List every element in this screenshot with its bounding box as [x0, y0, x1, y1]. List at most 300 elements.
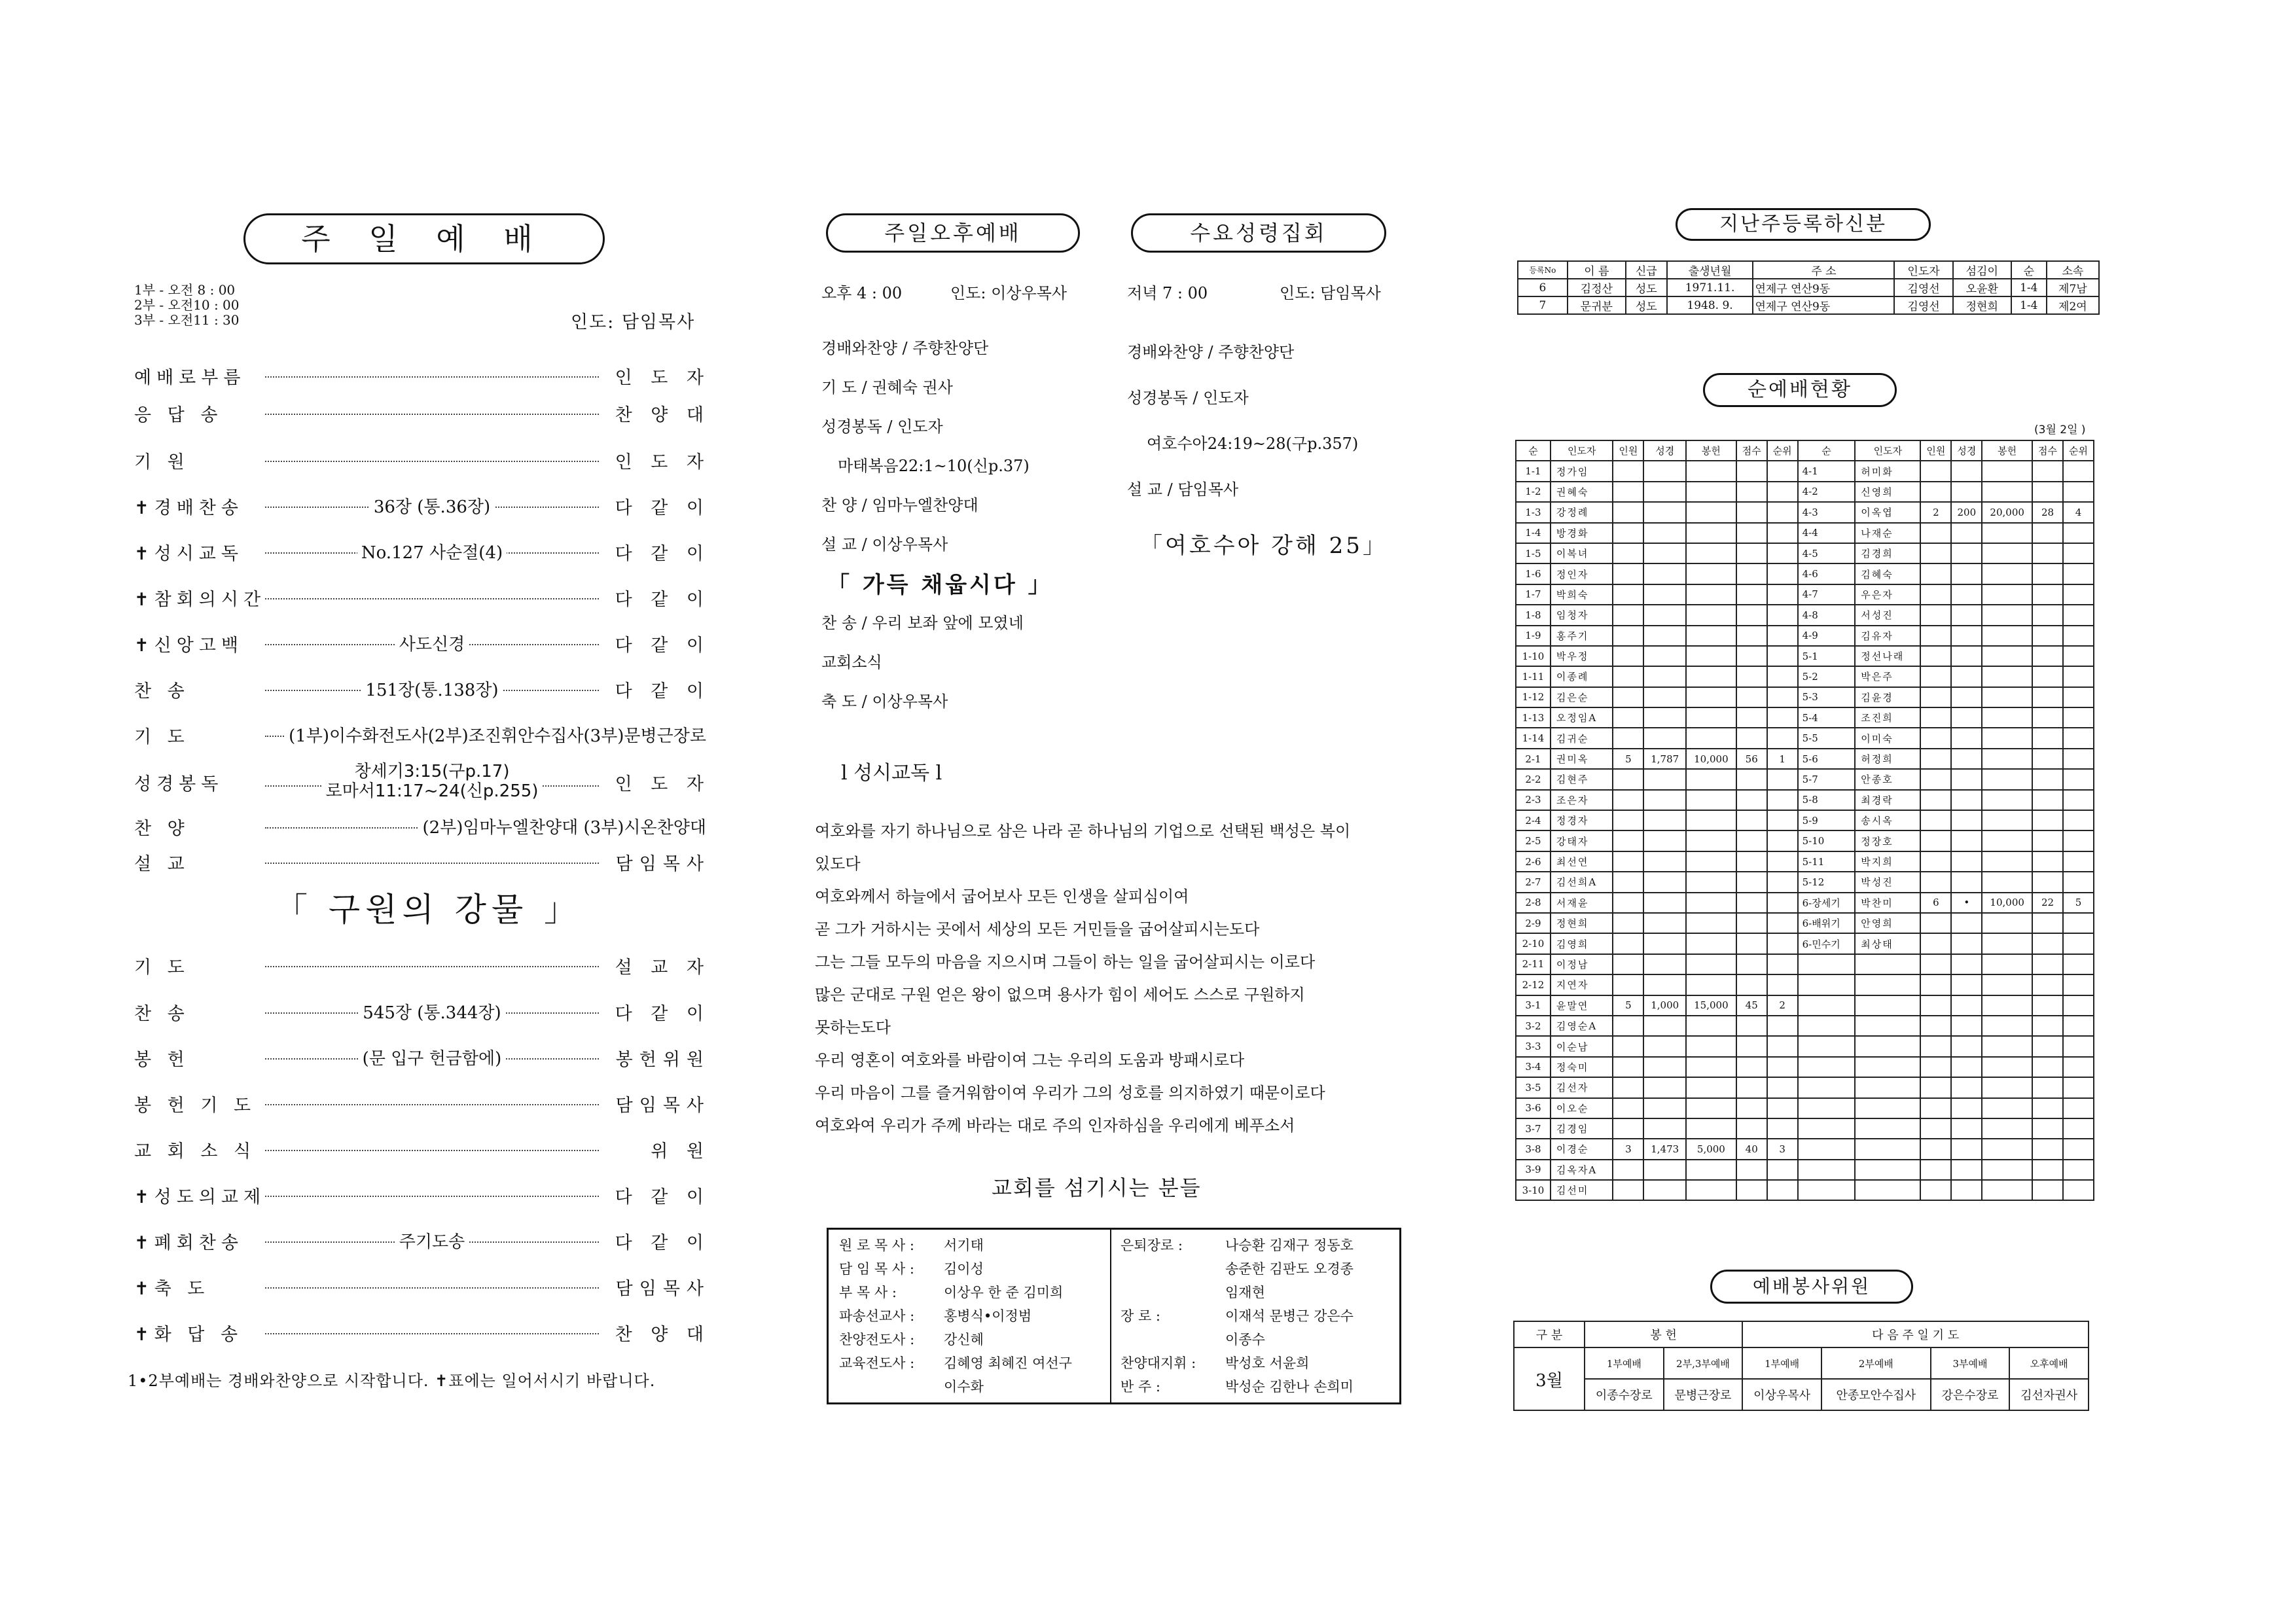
- cell: [2032, 523, 2063, 543]
- header-cell: 인도자: [1855, 440, 1920, 461]
- cell: 정현희: [1551, 913, 1613, 933]
- afternoon-line: 교회소식: [821, 653, 882, 671]
- table-row: [1516, 933, 2094, 954]
- cell: [1920, 666, 1951, 687]
- cell: [1643, 707, 1686, 728]
- cell: 2-8: [1516, 893, 1551, 913]
- staff-role: 교육전도사 :: [839, 1355, 915, 1371]
- cell: [1736, 605, 1767, 625]
- staff-role: 부 목 사 :: [839, 1285, 897, 1300]
- order-label: ✝화 답 송: [134, 1325, 243, 1345]
- staff-names: 김이성: [944, 1261, 984, 1277]
- cell: [1736, 872, 1767, 892]
- order-middle: 151장(통.138장): [265, 677, 599, 701]
- staff-role: 찬양대지휘 :: [1121, 1355, 1196, 1371]
- table-row: [1516, 584, 2094, 605]
- order-middle: (2부)임마누엘찬양대 (3부)시온찬양대: [265, 814, 710, 838]
- service-volunteers-title: 예배봉사위원: [1710, 1270, 1913, 1304]
- cell: 2-3: [1516, 790, 1551, 810]
- cell: [1855, 1057, 1920, 1077]
- cell: [2032, 563, 2063, 584]
- cell: [1855, 1139, 1920, 1159]
- table-row: [1516, 913, 2094, 933]
- cell: 3-10: [1516, 1180, 1551, 1200]
- staff-role: 은퇴장로 :: [1121, 1238, 1183, 1253]
- cell: [1951, 1036, 1982, 1056]
- cell: [1736, 1077, 1767, 1097]
- table-row: [1516, 790, 2094, 810]
- cell: [1613, 707, 1643, 728]
- cell: [1686, 1180, 1736, 1200]
- cell: [1686, 1098, 1736, 1118]
- order-right: 담임목사: [615, 1096, 710, 1116]
- cell: [2063, 707, 2094, 728]
- cell: 3-2: [1516, 1016, 1551, 1036]
- cell: [1613, 1016, 1643, 1036]
- order-label: 응 답 송: [134, 405, 223, 425]
- staff-role: 반 주 :: [1121, 1379, 1160, 1395]
- cell: [1920, 584, 1951, 605]
- cell: [1982, 646, 2032, 666]
- table-row: [1516, 872, 2094, 892]
- cell: 이종수장로: [1585, 1379, 1664, 1410]
- cell: [1686, 893, 1736, 913]
- cell: 나재순: [1855, 523, 1920, 543]
- cell: 3-7: [1516, 1118, 1551, 1139]
- cell: [1951, 769, 1982, 789]
- cell: [2063, 543, 2094, 563]
- cell: [2032, 687, 2063, 707]
- header-cell: 점수: [1736, 440, 1767, 461]
- cell: [2063, 1180, 2094, 1200]
- cell: 3-9: [1516, 1160, 1551, 1180]
- table-row: [1516, 461, 2094, 481]
- cell: [1736, 543, 1767, 563]
- cell: [1686, 502, 1736, 522]
- cell: [1982, 1180, 2032, 1200]
- order-item: [134, 999, 710, 1026]
- cell: [1736, 913, 1767, 933]
- cell: 4-7: [1798, 584, 1856, 605]
- cell: [2063, 851, 2094, 872]
- cell: [1643, 1077, 1686, 1097]
- cell: [1643, 626, 1686, 646]
- cell: [1643, 646, 1686, 666]
- cell: 오정임A: [1551, 707, 1613, 728]
- cell: [1982, 605, 2032, 625]
- order-middle: 사도신경: [265, 631, 599, 655]
- cell: 1-6: [1516, 563, 1551, 584]
- cell: [1767, 913, 1798, 933]
- cell: [1920, 687, 1951, 707]
- cell: [1736, 1180, 1767, 1200]
- order-middle: 36장 (통.36장): [265, 493, 599, 518]
- cell: [1951, 830, 1982, 851]
- dotted-leader: [265, 376, 599, 378]
- cell: 4-6: [1798, 563, 1856, 584]
- cell: 김유자: [1855, 626, 1920, 646]
- cell: [1767, 523, 1798, 543]
- cell: [1613, 543, 1643, 563]
- cell: [1951, 851, 1982, 872]
- order-label: 예배로부름: [134, 368, 246, 388]
- cell: 45: [1736, 995, 1767, 1016]
- cell: [2063, 872, 2094, 892]
- table-row: [1516, 563, 2094, 584]
- header-cell: 인원: [1613, 440, 1643, 461]
- cell: [1951, 872, 1982, 892]
- cell: 1-11: [1516, 666, 1551, 687]
- table-row: [1516, 543, 2094, 563]
- cell: 5-12: [1798, 872, 1856, 892]
- cell: [1736, 1160, 1767, 1180]
- staff-names: 홍병식•이정범: [944, 1308, 1032, 1324]
- header-cell: 3부예배: [1931, 1347, 2010, 1379]
- table-row: [1516, 1160, 2094, 1180]
- dotted-leader: [265, 598, 599, 599]
- cell: 2-2: [1516, 769, 1551, 789]
- cell: [1613, 893, 1643, 913]
- cell: [2032, 810, 2063, 830]
- afternoon-line: 기 도 / 권혜숙 권사: [821, 378, 953, 397]
- cell: 2-4: [1516, 810, 1551, 830]
- cell: 정가임: [1551, 461, 1613, 481]
- cell: [1613, 933, 1643, 954]
- attendance-table: [1515, 440, 2094, 1201]
- cell: [2063, 646, 2094, 666]
- cell: [1951, 810, 1982, 830]
- cell: [2063, 1139, 2094, 1159]
- cell: [1920, 913, 1951, 933]
- header-cell: 인도자: [1894, 261, 1952, 279]
- cell: [1798, 1077, 1856, 1097]
- staff-role: 찬양전도사 :: [839, 1332, 915, 1347]
- cell: 3-5: [1516, 1077, 1551, 1097]
- order-item: [134, 448, 710, 474]
- responsive-line: 여호와여 우리가 주께 바라는 대로 주의 인자하심을 우리에게 베푸소서: [815, 1116, 1295, 1135]
- service-times: [134, 283, 240, 328]
- cell: [1643, 1180, 1686, 1200]
- cell: [1920, 461, 1951, 481]
- wednesday-reading: 여호수아24:19~28(구p.357): [1147, 435, 1359, 453]
- cell: [1686, 974, 1736, 995]
- cell: [1736, 728, 1767, 748]
- cell: [1767, 790, 1798, 810]
- cell: [1613, 563, 1643, 584]
- cell: [1982, 482, 2032, 502]
- cell: 22: [2032, 893, 2063, 913]
- order-label: ✝신앙고백: [134, 635, 243, 656]
- cell: [1613, 666, 1643, 687]
- table-row: [1516, 1118, 2094, 1139]
- cell: [1613, 830, 1643, 851]
- cell: 5-9: [1798, 810, 1856, 830]
- cell: [1686, 1118, 1736, 1139]
- cell: [1982, 523, 2032, 543]
- cell: [1613, 1118, 1643, 1139]
- cell: [1798, 1057, 1856, 1077]
- cell: 3: [1767, 1139, 1798, 1159]
- cell: [1982, 995, 2032, 1016]
- cell: 성도: [1626, 279, 1667, 296]
- order-item: [134, 849, 710, 876]
- cell: [2032, 1057, 2063, 1077]
- cell: [1686, 563, 1736, 584]
- order-right: 다 같 이: [615, 1004, 710, 1024]
- cell: [1686, 666, 1736, 687]
- cell: [2063, 482, 2094, 502]
- header-cell: 순: [1516, 440, 1551, 461]
- cell: 강정례: [1551, 502, 1613, 522]
- cell: 56: [1736, 749, 1767, 769]
- cell: [1767, 707, 1798, 728]
- staff-box: [827, 1228, 1401, 1404]
- cell: [2063, 626, 2094, 646]
- cell: [1951, 543, 1982, 563]
- cell: [2032, 1139, 2063, 1159]
- cell: 5,000: [1686, 1139, 1736, 1159]
- cell: 20,000: [1982, 502, 2032, 522]
- cell: [1736, 810, 1767, 830]
- header-cell: 봉헌: [1982, 440, 2032, 461]
- cell: [1920, 1016, 1951, 1036]
- header-cell: 이 름: [1568, 261, 1626, 279]
- cell: [1736, 626, 1767, 646]
- cell: 김윤경: [1855, 687, 1920, 707]
- cell: [1736, 1036, 1767, 1056]
- cell: 최경락: [1855, 790, 1920, 810]
- cell: [1920, 707, 1951, 728]
- table-row: [1516, 1036, 2094, 1056]
- cell: [1643, 482, 1686, 502]
- cell: 5-5: [1798, 728, 1856, 748]
- order-item: [134, 1320, 710, 1346]
- cell: 안영희: [1855, 913, 1920, 933]
- cell: [1643, 543, 1686, 563]
- header-cell: 순: [1798, 440, 1856, 461]
- cell: [2032, 728, 2063, 748]
- cell: [1920, 851, 1951, 872]
- cell: [2063, 1057, 2094, 1077]
- cell: 4: [2063, 502, 2094, 522]
- cell: [1686, 461, 1736, 481]
- order-item: [134, 493, 710, 520]
- dotted-leader: [265, 1150, 599, 1151]
- afternoon-line: 경배와찬양 / 주향찬양단: [821, 339, 989, 357]
- cell: 신영희: [1855, 482, 1920, 502]
- staff-role: 파송선교사 :: [839, 1308, 915, 1324]
- cell: 김선미: [1551, 1180, 1613, 1200]
- cell: [1855, 1098, 1920, 1118]
- cell: [1613, 1160, 1643, 1180]
- order-right: 다 같 이: [615, 590, 710, 610]
- cell: [2032, 1118, 2063, 1139]
- cell: [1920, 769, 1951, 789]
- cell: [1686, 830, 1736, 851]
- table-row: [1516, 687, 2094, 707]
- cell: 1-13: [1516, 707, 1551, 728]
- order-right: 다 같 이: [615, 1233, 710, 1253]
- cell: [1643, 810, 1686, 830]
- cell: [1767, 830, 1798, 851]
- cell: [1686, 913, 1736, 933]
- order-right: 다 같 이: [615, 1187, 710, 1207]
- cell: [1982, 1118, 2032, 1139]
- cell: 1-10: [1516, 646, 1551, 666]
- cell: [2032, 1098, 2063, 1118]
- cell: 지연자: [1551, 974, 1613, 995]
- cell: 5: [1613, 995, 1643, 1016]
- cell: [1686, 1057, 1736, 1077]
- cell: [1920, 749, 1951, 769]
- cell: 1971.11.: [1667, 279, 1753, 296]
- table-row: [1516, 626, 2094, 646]
- cell: [2032, 666, 2063, 687]
- cell: [1613, 461, 1643, 481]
- table-header-row: [1518, 261, 2099, 279]
- order-label: ✝폐회찬송: [134, 1233, 243, 1253]
- staff-names: 나승환 김재구 정동호: [1225, 1238, 1354, 1253]
- cell: 200: [1951, 502, 1982, 522]
- wednesday-line: 설 교 / 담임목사: [1127, 480, 1239, 499]
- cell: 1-1: [1516, 461, 1551, 481]
- cell: [1686, 626, 1736, 646]
- cell: [1643, 893, 1686, 913]
- cell: 권혜숙: [1551, 482, 1613, 502]
- cell: [1643, 851, 1686, 872]
- cell: 1,787: [1643, 749, 1686, 769]
- order-item: [134, 1228, 710, 1255]
- cell: 정장호: [1855, 830, 1920, 851]
- cell: [1767, 563, 1798, 584]
- cell: 4-4: [1798, 523, 1856, 543]
- cell: 2-11: [1516, 954, 1551, 974]
- cell: [1951, 1118, 1982, 1139]
- cell: 4-3: [1798, 502, 1856, 522]
- staff-role: 원 로 목 사 :: [839, 1238, 914, 1253]
- order-item: [134, 953, 710, 979]
- cell: [1951, 1057, 1982, 1077]
- sunday-worship-title: 주 일 예 배: [243, 213, 605, 264]
- cell: 5-3: [1798, 687, 1856, 707]
- responsive-line: 못하는도다: [815, 1018, 891, 1037]
- cell: 정현희: [1953, 296, 2011, 314]
- table-row: [1516, 728, 2094, 748]
- cell: [1982, 872, 2032, 892]
- header-cell: 2부,3부예배: [1664, 1347, 1743, 1379]
- cell: [1643, 523, 1686, 543]
- cell: 이옥엽: [1855, 502, 1920, 522]
- sunday-leader: 인도: 담임목사: [571, 312, 696, 332]
- cell: [1686, 523, 1736, 543]
- order-right: 다 같 이: [615, 635, 710, 656]
- cell: [1951, 646, 1982, 666]
- cell: [1736, 769, 1767, 789]
- cell: [2063, 1016, 2094, 1036]
- order-label: 기 도: [134, 727, 190, 747]
- cell: [1982, 933, 2032, 954]
- cell: 안종모안수집사: [1821, 1379, 1931, 1410]
- cell: [1643, 1098, 1686, 1118]
- cell: [1982, 1057, 2032, 1077]
- table-row: [1516, 893, 2094, 913]
- cell: [2063, 954, 2094, 974]
- header-cell: 소속: [2047, 261, 2099, 279]
- cell: [1982, 461, 2032, 481]
- header-cell: 인원: [1920, 440, 1951, 461]
- responsive-line: 여호와께서 하늘에서 굽어보사 모든 인생을 살피심이여: [815, 887, 1189, 906]
- cell: 김영순A: [1551, 1016, 1613, 1036]
- cell: 1-8: [1516, 605, 1551, 625]
- cell: [1736, 893, 1767, 913]
- cell: [2032, 851, 2063, 872]
- table-row: [1516, 605, 2094, 625]
- cell: 1-9: [1516, 626, 1551, 646]
- cell: [1920, 995, 1951, 1016]
- cell: 권미옥: [1551, 749, 1613, 769]
- cell: 3-8: [1516, 1139, 1551, 1159]
- cell: 정선나래: [1855, 646, 1920, 666]
- cell: [1686, 1160, 1736, 1180]
- cell: [1686, 1016, 1736, 1036]
- cell: 안종호: [1855, 769, 1920, 789]
- cell: [1613, 502, 1643, 522]
- order-item: [134, 631, 710, 657]
- cell: [1643, 1118, 1686, 1139]
- order-right: 다 같 이: [615, 498, 710, 518]
- cell: [1643, 1160, 1686, 1180]
- cell: [1982, 707, 2032, 728]
- cell: [1951, 1077, 1982, 1097]
- cell: 2: [1920, 502, 1951, 522]
- order-label: 찬 송: [134, 681, 190, 702]
- order-item: [134, 1091, 710, 1117]
- cell: [1855, 1016, 1920, 1036]
- table-row: [1516, 1180, 2094, 1200]
- footnote: 1•2부예배는 경배와찬양으로 시작합니다. ✝표에는 일어서시기 바랍니다.: [128, 1372, 656, 1390]
- cell: [1920, 1098, 1951, 1118]
- header-cell: 구 분: [1514, 1321, 1585, 1347]
- cell: 3: [1613, 1139, 1643, 1159]
- header-cell: 2부예배: [1821, 1347, 1931, 1379]
- cell: 우은자: [1855, 584, 1920, 605]
- staff-names: 이재석 문병근 강은수: [1225, 1308, 1354, 1324]
- order-label: 봉 헌: [134, 1050, 190, 1070]
- table-row: [1516, 830, 2094, 851]
- cell: [1686, 790, 1736, 810]
- cell: 오윤환: [1953, 279, 2011, 296]
- cell: [1643, 933, 1686, 954]
- cell: [1951, 461, 1982, 481]
- attendance-title: 순예배현황: [1703, 373, 1897, 407]
- cell: [1767, 933, 1798, 954]
- cell: [1982, 626, 2032, 646]
- cell: 5-10: [1798, 830, 1856, 851]
- staff-divider: [1110, 1230, 1111, 1402]
- cell: [1920, 1077, 1951, 1097]
- table-row: [1516, 1016, 2094, 1036]
- cell: [1920, 1036, 1951, 1056]
- order-item: [134, 814, 710, 840]
- cell: [1982, 543, 2032, 563]
- cell: 1-14: [1516, 728, 1551, 748]
- cell: [1686, 482, 1736, 502]
- cell: [1767, 872, 1798, 892]
- cell: 이종례: [1551, 666, 1613, 687]
- cell: [1767, 646, 1798, 666]
- order-label: ✝성시교독: [134, 544, 243, 564]
- cell: [1643, 954, 1686, 974]
